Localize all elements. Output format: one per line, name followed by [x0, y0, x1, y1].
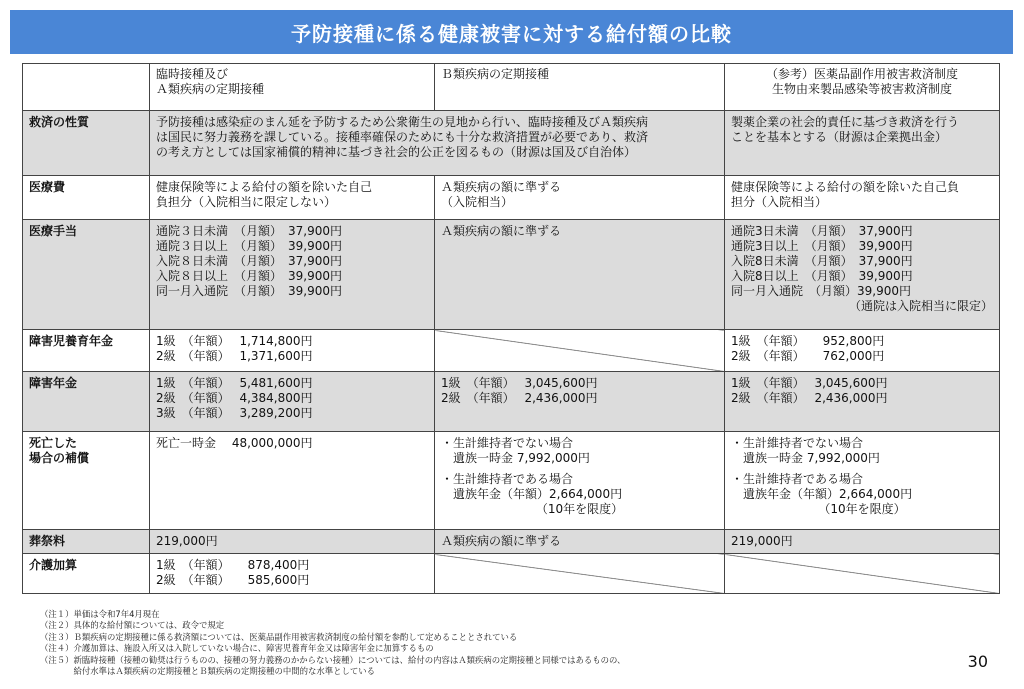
- disability-pension-col3: 1級 （年額） 3,045,600円 2級 （年額） 2,436,000円: [725, 372, 1000, 432]
- row-nature: [23, 111, 1000, 176]
- care-col2-empty: [435, 554, 725, 594]
- death-col1: 死亡一時金 48,000,000円: [150, 432, 435, 530]
- row-label: 医療手当: [23, 220, 150, 330]
- row-label: 介護加算: [23, 554, 150, 594]
- row-child-pension: [23, 330, 1000, 372]
- row-death: [23, 432, 1000, 530]
- row-care: [23, 554, 1000, 594]
- row-medical-allowance: [23, 220, 1000, 330]
- medical-allowance-col2: Ａ類疾病の額に準ずる: [435, 220, 725, 330]
- care-col3-empty: [725, 554, 1000, 594]
- child-pension-col1: 1級 （年額） 1,714,800円 2級 （年額） 1,371,600円: [150, 330, 435, 372]
- funeral-col1: 219,000円: [150, 530, 435, 554]
- row-medical-cost: [23, 176, 1000, 220]
- disability-pension-col1: 1級 （年額） 5,481,600円 2級 （年額） 4,384,800円 3級 （年額） 3,289,200円: [150, 372, 435, 432]
- medical-allowance-col1: 通院３日未満 （月額） 37,900円 通院３日以上 （月額） 39,900円 入院８日未満 （月額） 37,900円 入院８日以上 （月額） 39,900円 同一月入通院 （月額） 39,900円: [150, 220, 435, 330]
- disability-pension-col2: 1級 （年額） 3,045,600円 2級 （年額） 2,436,000円: [435, 372, 725, 432]
- row-label: 医療費: [23, 176, 150, 220]
- page-title: 予防接種に係る健康被害に対する給付額の比較: [10, 10, 1013, 54]
- medical-allowance-col3: 通院3日未満 （月額） 37,900円 通院3日以上 （月額） 39,900円 入院8日未満 （月額） 37,900円 入院8日以上 （月額） 39,900円 同一月入通院 （月額）39,900円 （通院は入院相当に限定）: [725, 220, 1000, 330]
- medical-cost-col3: 健康保険等による給付の額を除いた自己負 担分（入院相当）: [725, 176, 1000, 220]
- funeral-col3: 219,000円: [725, 530, 1000, 554]
- header-col1: 臨時接種及び Ａ類疾病の定期接種: [150, 64, 435, 111]
- care-col1: 1級 （年額） 878,400円 2級 （年額） 585,600円: [150, 554, 435, 594]
- footnote: （注１）単価は令和7年4月現在: [40, 609, 160, 619]
- comparison-table: [22, 63, 1000, 594]
- footnote: （注５）新臨時接種（接種の勧奨は行うものの、接種の努力義務のかからない接種）については、給付の内容はＡ類疾病の定期接種と同様ではあるものの、: [40, 654, 626, 665]
- nature-col3: 製薬企業の社会的責任に基づき救済を行う ことを基本とする（財源は企業拠出金）: [725, 111, 1000, 176]
- row-label: 障害年金: [23, 372, 150, 432]
- medical-cost-col2: Ａ類疾病の額に準ずる （入院相当）: [435, 176, 725, 220]
- funeral-col2: Ａ類疾病の額に準ずる: [435, 530, 725, 554]
- row-label: 障害児養育年金: [23, 330, 150, 372]
- footnote: （注３）Ｂ類疾病の定期接種に係る救済額については、医薬品副作用被害救済制度の給付額を参酌して定めることとされている: [40, 631, 518, 642]
- death-col3: ・生計維持者でない場合 遺族一時金 7,992,000円 ・生計維持者である場合 遺族年金（年額）2,664,000円 （10年を限度）: [725, 432, 1000, 530]
- footnote: （注２）具体的な給付額については、政令で規定: [40, 620, 225, 631]
- row-label: 死亡した 場合の補償: [23, 432, 150, 530]
- footnote: （注４）介護加算は、施設入所又は入院していない場合に、障害児養育年金又は障害年金に加算するもの: [40, 643, 434, 654]
- medical-cost-col1: 健康保険等による給付の額を除いた自己 負担分（入院相当に限定しない）: [150, 176, 435, 220]
- nature-col12: 予防接種は感染症のまん延を予防するため公衆衛生の見地から行い、臨時接種及びＡ類疾病 は国民に努力義務を課している。接種率確保のためにも十分な救済措置が必要であり、救済 の考え方としては国家補償的精神に基づき社会的公正を図るもの（財源は国及び自治体）: [150, 111, 725, 176]
- child-pension-col2-empty: [435, 330, 725, 372]
- row-label: 救済の性質: [23, 111, 150, 176]
- header-col2: Ｂ類疾病の定期接種: [435, 64, 725, 111]
- page-number: 30: [967, 652, 988, 671]
- row-disability-pension: [23, 372, 1000, 432]
- row-label: 葬祭料: [23, 530, 150, 554]
- row-funeral: [23, 530, 1000, 554]
- footnotes: [40, 609, 625, 677]
- footnote: 給付水準はＡ類疾病の定期接種とＢ類疾病の定期接種の中間的な水準としている: [40, 666, 375, 677]
- header-empty-cell: [23, 64, 150, 111]
- header-col3: （参考）医薬品副作用被害救済制度 生物由来製品感染等被害救済制度: [725, 64, 1000, 111]
- header-row: [23, 64, 1000, 111]
- child-pension-col3: 1級 （年額） 952,800円 2級 （年額） 762,000円: [725, 330, 1000, 372]
- death-col2: ・生計維持者でない場合 遺族一時金 7,992,000円 ・生計維持者である場合 遺族年金（年額）2,664,000円 （10年を限度）: [435, 432, 725, 530]
